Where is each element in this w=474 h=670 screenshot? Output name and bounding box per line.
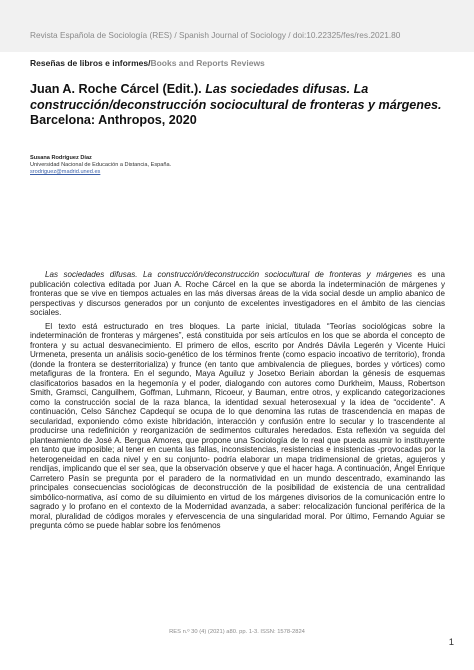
reviewer-block [30, 155, 330, 177]
page-number: 1 [448, 637, 454, 648]
paragraph-2: El texto está estructurado en tres bloques. La parte inicial, titulada “Teorías sociológicas sobre la indeterminación de fronteras y márgenes”, está constituida por seis artículos en los que se aborda el concepto de frontera y su actual desvanecimiento. El primero de ellos, escrito por Andrés Dávila Legerén y Vicente Huici Urmeneta, presenta un análisis socio-genético de los términos frente (como espacio incoativo de territorio), fronda (donde la frontera se desterritorializa) y frunce (en tanto que ambivalencia de pliegues, bordes y vórtices) como metafiguras de la frontera. En el segundo, Maya Aguiluz y Josetxo Beriain abordan la génesis de esquemas clasificatorios basados en la hegemonía y el poder, dialogando con autores como Durkheim, Mauss, Robertson Smith, Gramsci, Canguilhem, Goffman, Luhmann, Ricoeur, y Bauman, entre otros, y explicando categorizaciones como la construcción social de la raza blanca, la identidad sexual heterosexual y la idea de “occidente”. A continuación, Celso Sánchez Capdequí se ocupa de lo que denomina las rutas de trascendencia en mapas de secularidad, exponiendo cómo existe hibridación, interacción y confusión entre lo secular y lo trascendente al producirse una redefinición y reorganización de sedimentos culturales heredados. Esta reflexión va seguida del planteamiento de José A. Bergua Amores, que propone una Sociología de lo real que pueda asumir lo instituyente en tanto que imposible; al tener en cuenta las fallas, inconsistencias, resistencias e insistencias -provocadas por la heterogeneidad en cada nivel y en su conjunto- podría elaborar un mapa tridimensional de grietas, agujeros y rendijas, implicando que el ser sea, que la observación observe y que el hacer haga. A continuación, Ángel Enrique Carretero Pasín se pregunta por el paradero de la normatividad en un mundo descentrado, examinando las principales consecuencias sociológicas de deconstrucción de la posibilidad de existencia de una centralidad simbólico-normativa, así como de su diluimiento en virtud de los márgenes divisorios de la comunicación entre lo sagrado y lo profano en el contexto de la Modernidad avanzada, a saber: relocalización funcional periférica de la moral, pluralidad de códigos morales y efervescencia de una singularidad moral. Por último, Fernando Aguiar se pregunta cómo se puede hablar sobre los fenómenos [30, 321, 445, 530]
section-label-es: Reseñas de libros e informes/ [30, 58, 151, 68]
journal-citation: Revista Española de Sociología (RES) / Spanish Journal of Sociology / doi:10.22325/fes/res.2021.80 [30, 30, 401, 40]
page-footer-citation: RES n.º 30 (4) (2021) a80. pp. 1-3. ISSN: 1578-2824 [169, 629, 305, 635]
title-book: Las sociedades difusas. La construcción/deconstrucción sociocultural de fronteras y márgenes. [30, 82, 442, 112]
journal-header [0, 0, 474, 52]
review-body [30, 270, 445, 535]
reviewer-name: Susana Rodríguez Díaz [30, 155, 92, 161]
title-publisher: Barcelona: Anthropos, 2020 [30, 113, 197, 127]
reviewer-email-link[interactable]: srodriguez@madrid.uned.es [30, 169, 101, 176]
section-label [30, 58, 265, 68]
review-title [30, 82, 450, 129]
book-title-inline: Las sociedades difusas. La construcción/deconstrucción sociocultural de fronteras y márgenes [45, 270, 412, 279]
paragraph-1 [30, 270, 445, 318]
paragraph-1-text: es una publicación colectiva editada por Juan A. Roche Cárcel en la que se aborda la indeterminación de márgenes y fronteras que se vive en tiempos actuales en las más diversas áreas de la vida social desde un amplio abanico de perspectivas y discursos generados por un conjunto de excelentes investigadores en el ámbito de las ciencias sociales. [30, 270, 445, 317]
title-author: Juan A. Roche Cárcel (Edit.). [30, 82, 206, 96]
reviewer-institution: Universidad Nacional de Educación a Distancia, España. [30, 162, 172, 169]
section-label-en: Books and Reports Reviews [150, 58, 265, 68]
